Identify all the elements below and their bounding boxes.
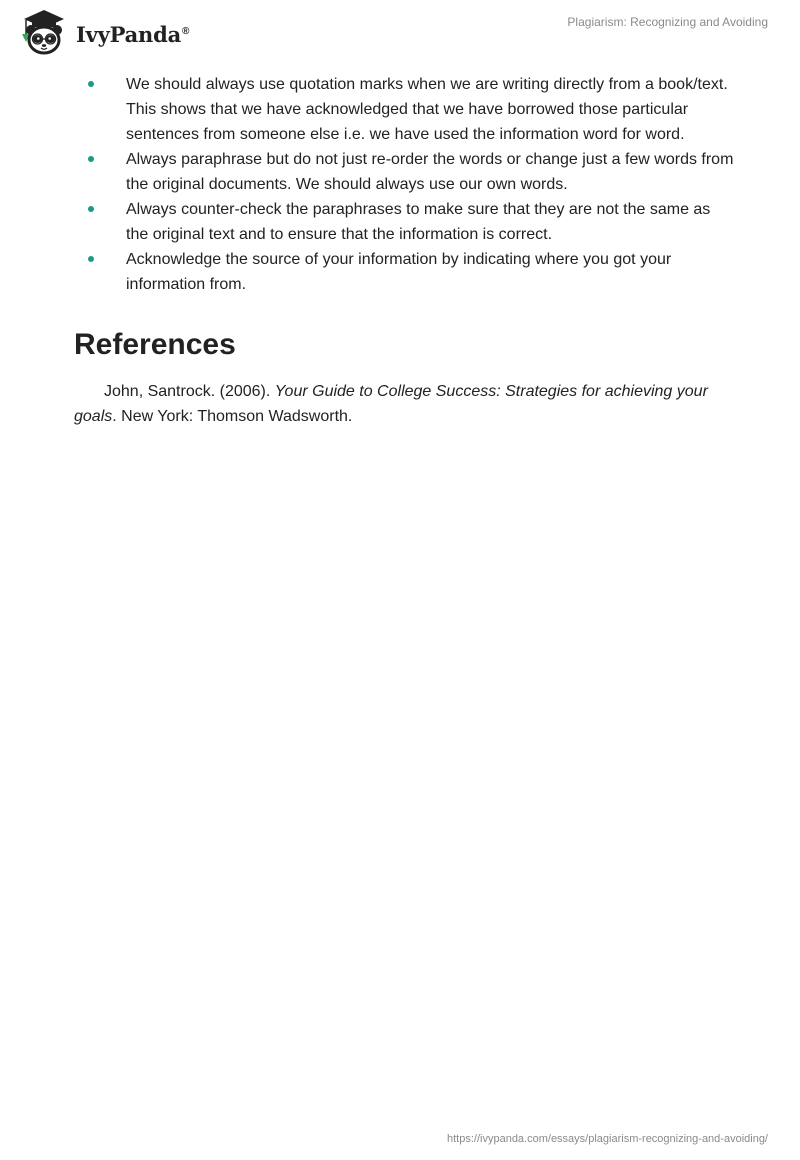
source-url-link[interactable]: https://ivypanda.com/essays/plagiarism-recognizing-and-avoiding/	[447, 1133, 768, 1145]
panda-graduation-cap-icon	[14, 8, 72, 56]
list-item	[74, 147, 734, 197]
bullet-icon	[88, 156, 94, 162]
registered-mark: ®	[182, 25, 190, 37]
reference-publisher: . New York: Thomson Wadsworth.	[112, 408, 353, 425]
reference-authors: John, Santrock. (2006).	[104, 383, 275, 400]
list-item-text: Always counter-check the paraphrases to make sure that they are not the same as the original text and to ensure that the information is correct.	[126, 201, 711, 243]
reference-entry	[74, 379, 734, 429]
running-title: Plagiarism: Recognizing and Avoiding	[567, 15, 768, 29]
list-item-text: Acknowledge the source of your information by indicating where you got your information from.	[126, 251, 672, 293]
page-header	[0, 0, 800, 62]
brand-name: IvyPanda®	[76, 21, 190, 47]
list-item-text: We should always use quotation marks when we are writing directly from a book/text. This shows that we have acknowledged that we have borrowed those particular sentences from someone else i.e. we have used the information word for word.	[126, 76, 728, 143]
bullet-icon	[88, 256, 94, 262]
bullet-icon	[88, 206, 94, 212]
list-item	[74, 247, 734, 297]
reference-title: Your Guide to College Success: Strategies for achieving your goals	[74, 383, 708, 425]
list-item-text: Always paraphrase but do not just re-order the words or change just a few words from the original documents. We should always use our own words.	[126, 151, 734, 193]
guideline-list	[74, 72, 734, 297]
document-body	[74, 72, 734, 429]
list-item	[74, 197, 734, 247]
references-heading: References	[74, 328, 236, 361]
list-item	[74, 72, 734, 147]
brand-logo[interactable]	[14, 8, 189, 56]
bullet-icon	[88, 81, 94, 87]
